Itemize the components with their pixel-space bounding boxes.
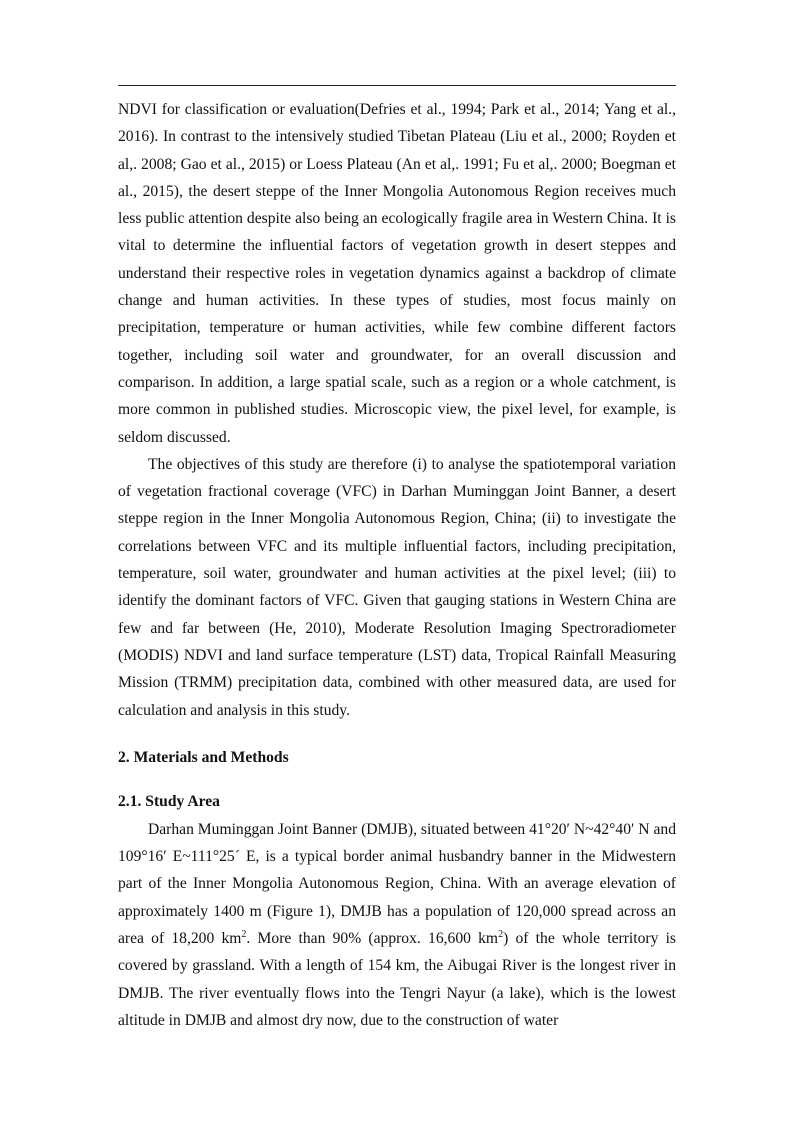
study-area-text-1: Darhan Muminggan Joint Banner (DMJB), situated between 41°20′ N~42°40′ N and 109°16′ E~111°25´ E, is a typical border animal husbandry banner in the Midwestern part of the Inner Mongolia Autonomous Region, China. With an average elevation of approximately 1400 m (Figure 1), DMJB has a population of 120,000 spread across an area of 18,200 km [118, 820, 676, 948]
study-area-text-2: . More than 90% (approx. 16,600 km [246, 930, 499, 948]
study-area-text-3: ) of the whole territory is covered by grassland. With a length of 154 km, the Aibugai River is the longest river in DMJB. The river eventually flows into the Tengri Nayur (a lake), which is the lowest altitude in DMJB and almost dry now, due to the construction of water [118, 930, 677, 1029]
superscript-km2-1: 2 [241, 928, 247, 940]
superscript-km2-2: 2 [498, 928, 504, 940]
section-heading-materials-methods: 2. Materials and Methods [118, 748, 289, 766]
page-body [118, 96, 676, 1034]
paragraph-intro-continued: NDVI for classification or evaluation(Defries et al., 1994; Park et al., 2014; Yang et al., 2016). In contrast to the intensively studied Tibetan Plateau (Liu et al., 2000; Royden et al,. 2008; Gao et al., 2015) or Loess Plateau (An et al,. 1991; Fu et al,. 2000; Boegman et al., 2015), the desert steppe of the Inner Mongolia Autonomous Region receives much less public attention despite also being an ecologically fragile area in Western China. It is vital to determine the influential factors of vegetation growth in desert steppes and understand their respective roles in vegetation dynamics against a backdrop of climate change and human activities. In these types of studies, most focus mainly on precipitation, temperature or human activities, while few combine different factors together, including soil water and groundwater, for an overall discussion and comparison. In addition, a large spatial scale, such as a region or a whole catchment, is more common in published studies. Microscopic view, the pixel level, for example, is seldom discussed. [118, 101, 676, 446]
header-rule [118, 85, 676, 86]
subsection-heading-study-area: 2.1. Study Area [118, 792, 220, 810]
paragraph-objectives: The objectives of this study are therefore (i) to analyse the spatiotemporal variation of vegetation fractional coverage (VFC) in Darhan Muminggan Joint Banner, a desert steppe region in the Inner Mongolia Autonomous Region, China; (ii) to investigate the correlations between VFC and its multiple influential factors, including precipitation, temperature, soil water, groundwater and human activities at the pixel level; (iii) to identify the dominant factors of VFC. Given that gauging stations in Western China are few and far between (He, 2010), Moderate Resolution Imaging Spectroradiometer (MODIS) NDVI and land surface temperature (LST) data, Tropical Rainfall Measuring Mission (TRMM) precipitation data, combined with other measured data, are used for calculation and analysis in this study. [118, 455, 676, 719]
paragraph-study-area [118, 816, 676, 1034]
